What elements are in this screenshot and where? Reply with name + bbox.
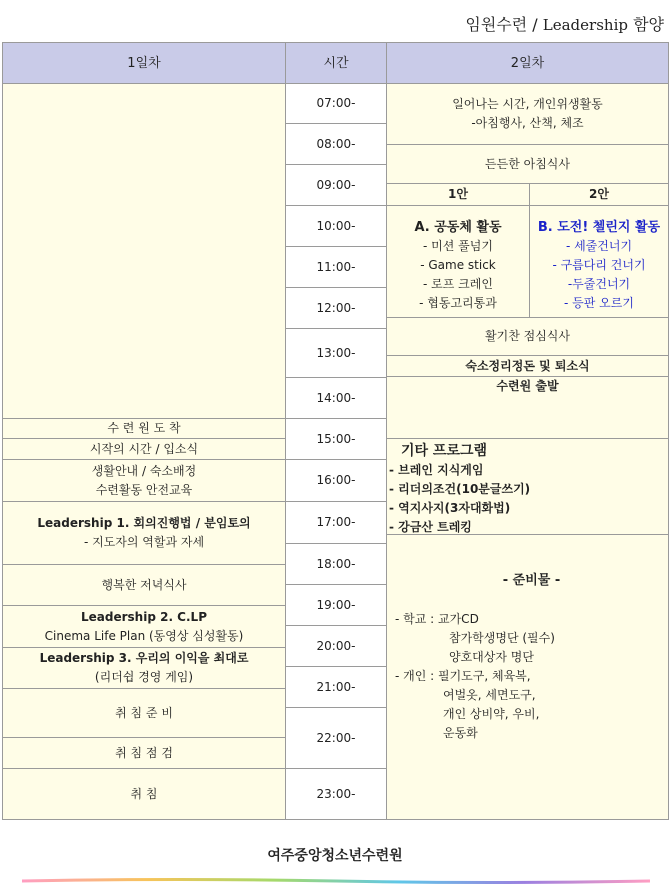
time-slot: 08:00- xyxy=(285,123,387,165)
day1-sleep-check: 취 침 점 검 xyxy=(2,737,286,769)
day2-cleanup: 숙소정리정돈 및 퇴소식 xyxy=(386,355,669,377)
page-title: 임원수련 / Leadership 함양 xyxy=(465,15,664,34)
time-slot: 16:00- xyxy=(285,459,387,502)
day2-plan1-activities: A. 공동체 활동 - 미션 풀넘기 - Game stick - 로프 크레인 - 협동고리통과 xyxy=(386,205,530,318)
rainbow-divider xyxy=(22,878,650,884)
time-slot: 13:00- xyxy=(285,328,387,378)
day1-empty-block xyxy=(2,83,286,419)
day1-dinner: 행복한 저녁식사 xyxy=(2,564,286,606)
day1-leadership1: Leadership 1. 회의진행법 / 분임토의 - 지도자의 역할과 자세 xyxy=(2,501,286,565)
day1-guide: 생활안내 / 숙소배정 수련활동 안전교육 xyxy=(2,459,286,502)
day1-sleep-prep: 취 침 준 비 xyxy=(2,688,286,738)
time-slot: 12:00- xyxy=(285,287,387,329)
time-slot: 20:00- xyxy=(285,625,387,667)
footer-organization: 여주중앙청소년수련원 xyxy=(267,848,403,864)
day2-wake: 일어나는 시간, 개인위생활동 -아침행사, 산책, 체조 xyxy=(386,83,669,145)
day2-plan2-activities: B. 도전! 첼린지 활동 - 세줄건너기 - 구름다리 건너기 -두줄건너기 - 등판 오르기 xyxy=(529,205,669,318)
time-slot: 07:00- xyxy=(285,83,387,124)
day1-sleep: 취 침 xyxy=(2,768,286,820)
day2-lunch: 활기찬 점심식사 xyxy=(386,317,669,356)
day1-start: 시작의 시간 / 입소식 xyxy=(2,438,286,460)
header-day2: 2일차 xyxy=(386,42,669,84)
day2-plan1-header: 1안 xyxy=(386,183,530,206)
time-slot: 19:00- xyxy=(285,584,387,626)
time-slot: 17:00- xyxy=(285,501,387,544)
day1-arrive: 수 련 원 도 착 xyxy=(2,418,286,439)
day2-depart: 수련원 출발 xyxy=(386,376,669,439)
time-slot: 14:00- xyxy=(285,377,387,419)
day1-leadership2: Leadership 2. C.LP Cinema Life Plan (동영상 심성활동) xyxy=(2,605,286,648)
day2-plan2-header: 2안 xyxy=(529,183,669,206)
time-slot: 10:00- xyxy=(285,205,387,247)
day1-leadership3: Leadership 3. 우리의 이익을 최대로 (리더쉽 경영 게임) xyxy=(2,647,286,689)
time-slot: 18:00- xyxy=(285,543,387,585)
header-time: 시간 xyxy=(285,42,387,84)
time-slot: 21:00- xyxy=(285,666,387,708)
day2-etc-programs: 기타 프로그램 - 브레인 지식게임 - 리더의조건(10분글쓰기) - 역지사지(3자대화법) - 강금산 트레킹 xyxy=(386,438,669,535)
day2-breakfast: 든든한 아침식사 xyxy=(386,144,669,184)
time-slot: 11:00- xyxy=(285,246,387,288)
time-slot: 15:00- xyxy=(285,418,387,460)
day2-supplies: - 준비물 - - 학교 : 교가CD 참가학생명단 (필수) 양호대상자 명단 - 개인 : 필기도구, 체육복, 여벌옷, 세면도구, 개인 상비약, 우비, 운동화 xyxy=(386,534,669,820)
time-slot: 22:00- xyxy=(285,707,387,769)
header-day1: 1일차 xyxy=(2,42,286,84)
time-slot: 09:00- xyxy=(285,164,387,206)
time-slot: 23:00- xyxy=(285,768,387,820)
